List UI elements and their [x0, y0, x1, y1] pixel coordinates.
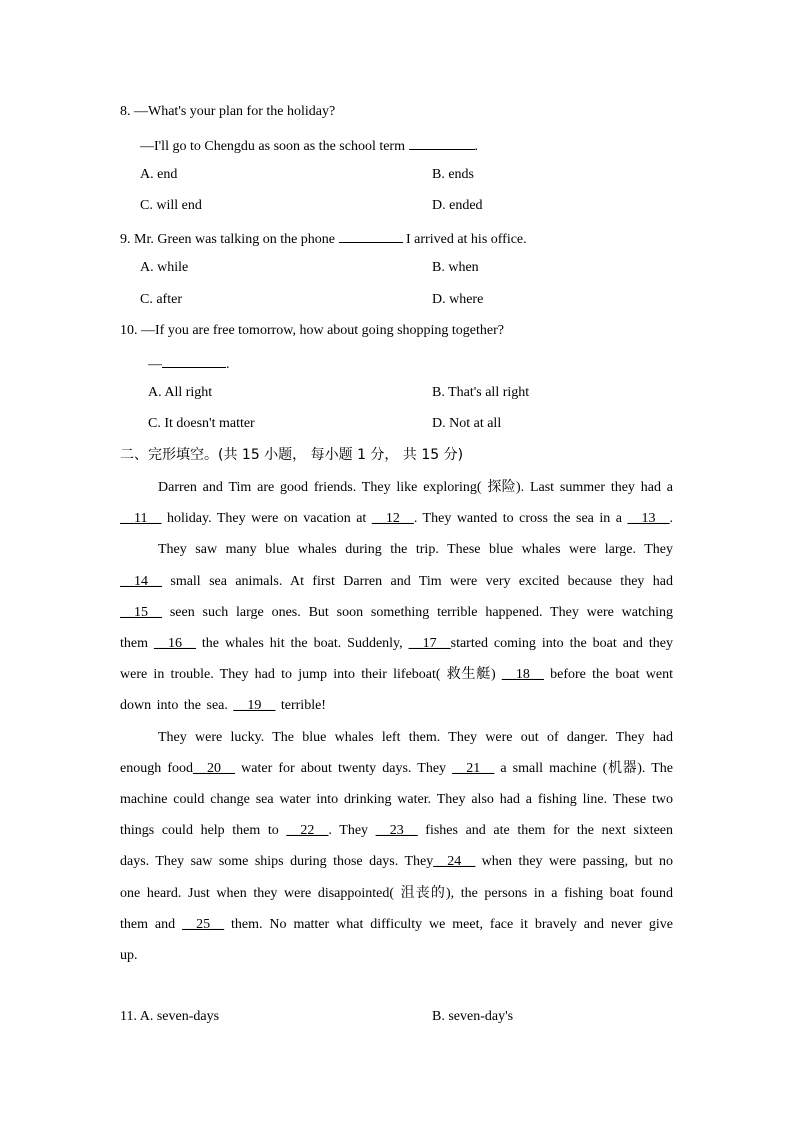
- blank-21: __21__: [452, 760, 495, 776]
- passage-text: . They: [328, 823, 376, 839]
- passage-text: They saw many blue whales during the trip. These blue whales were large. They: [158, 542, 673, 558]
- q8-option-a: A. end: [140, 167, 178, 182]
- blank-13: __13__: [627, 511, 670, 527]
- blank-20: __20__: [193, 760, 236, 776]
- q8-reply-text: —I'll go to Chengdu as soon as the school term: [140, 139, 409, 154]
- passage-text: before the boat went down into the sea.: [120, 667, 673, 714]
- section-heading: 二、完形填空。(共 15 小题， 每小题 1 分， 共 15 分): [120, 447, 464, 463]
- q9-stem: [120, 228, 527, 249]
- q10-reply: [148, 353, 230, 374]
- q8-blank: [409, 135, 475, 150]
- blank-24: __24__: [433, 854, 476, 870]
- passage-paragraph-3: [120, 722, 673, 972]
- passage-text: fishes and ate them for the next sixteen days. They saw some ships during those days. They: [120, 823, 674, 870]
- passage-text: started coming into the boat and they were in trouble. They had to jump into their lifeboat( 救生艇): [120, 636, 673, 683]
- passage-text: small sea animals. At first Darren and Tim were very excited because they had: [162, 573, 673, 589]
- q8-reply-end: .: [474, 139, 478, 154]
- blank-16: __16__: [153, 636, 196, 652]
- q9-option-b: B. when: [432, 260, 479, 275]
- passage-text: when they were passing, but no one heard. Just when they were disappointed( 沮丧的), the persons in a fishing boat found them and: [120, 854, 673, 932]
- passage-text: Darren and Tim are good friends. They like exploring( 探险). Last summer they had a: [158, 480, 673, 495]
- passage-paragraph-1: [120, 472, 673, 534]
- cloze-passage: [120, 472, 673, 971]
- blank-17: __17__: [408, 636, 451, 652]
- q9-option-c: C. after: [140, 292, 182, 307]
- passage-text: seen such large ones. But soon something terrible happened. They were watching them: [120, 604, 673, 652]
- q8-option-b: B. ends: [432, 167, 474, 182]
- q11-option-b: B. seven-day's: [432, 1009, 514, 1024]
- q10-stem: 10. —If you are free tomorrow, how about going shopping together?: [120, 323, 504, 338]
- blank-14: __14__: [120, 573, 162, 589]
- q10-option-b: B. That's all right: [432, 385, 530, 400]
- q10-reply-dash: —: [148, 357, 162, 372]
- q9-option-d: D. where: [432, 292, 484, 307]
- passage-text: them. No matter what difficulty we meet, face it bravely and never give up.: [120, 916, 673, 964]
- q8-option-d: D. ended: [432, 198, 483, 213]
- blank-12: __12__: [371, 511, 414, 527]
- q9-option-a: A. while: [140, 260, 189, 275]
- blank-15: __15__: [120, 604, 162, 620]
- q9-blank: [339, 228, 403, 243]
- blank-22: __22__: [286, 823, 329, 839]
- q10-option-d: D. Not at all: [432, 416, 502, 431]
- q8-reply: [140, 135, 478, 156]
- q10-blank: [162, 353, 226, 368]
- passage-paragraph-2: [120, 534, 673, 721]
- q11-option-a: 11. A. seven-days: [120, 1009, 220, 1024]
- blank-23: __23__: [375, 823, 418, 839]
- passage-text: terrible!: [275, 698, 326, 714]
- q8-option-c: C. will end: [140, 198, 202, 213]
- passage-text: holiday. They were on vacation at: [161, 511, 372, 527]
- blank-19: __19__: [233, 698, 276, 714]
- passage-text: . They wanted to cross the sea in a: [413, 511, 628, 527]
- passage-text: They were lucky. The blue whales left them. They were out of danger. They had enough food: [120, 729, 673, 776]
- q8-stem: 8. —What's your plan for the holiday?: [120, 104, 336, 119]
- passage-text: the whales hit the boat. Suddenly,: [195, 636, 409, 652]
- blank-25: __25__: [182, 916, 225, 932]
- blank-18: __18__: [501, 667, 544, 683]
- q10-reply-end: .: [226, 357, 230, 372]
- passage-text: .: [669, 511, 673, 527]
- passage-text: water for about twenty days. They: [235, 760, 453, 776]
- q9-stem-end: I arrived at his office.: [402, 232, 527, 247]
- blank-11: __11__: [120, 511, 162, 527]
- q9-stem-text: 9. Mr. Green was talking on the phone: [120, 232, 339, 247]
- q10-option-c: C. It doesn't matter: [148, 416, 255, 431]
- passage-text: a small machine (机器). The machine could change sea water into drinking water. They also had a fishing line. These two things could help them to: [120, 760, 673, 839]
- q10-option-a: A. All right: [148, 385, 213, 400]
